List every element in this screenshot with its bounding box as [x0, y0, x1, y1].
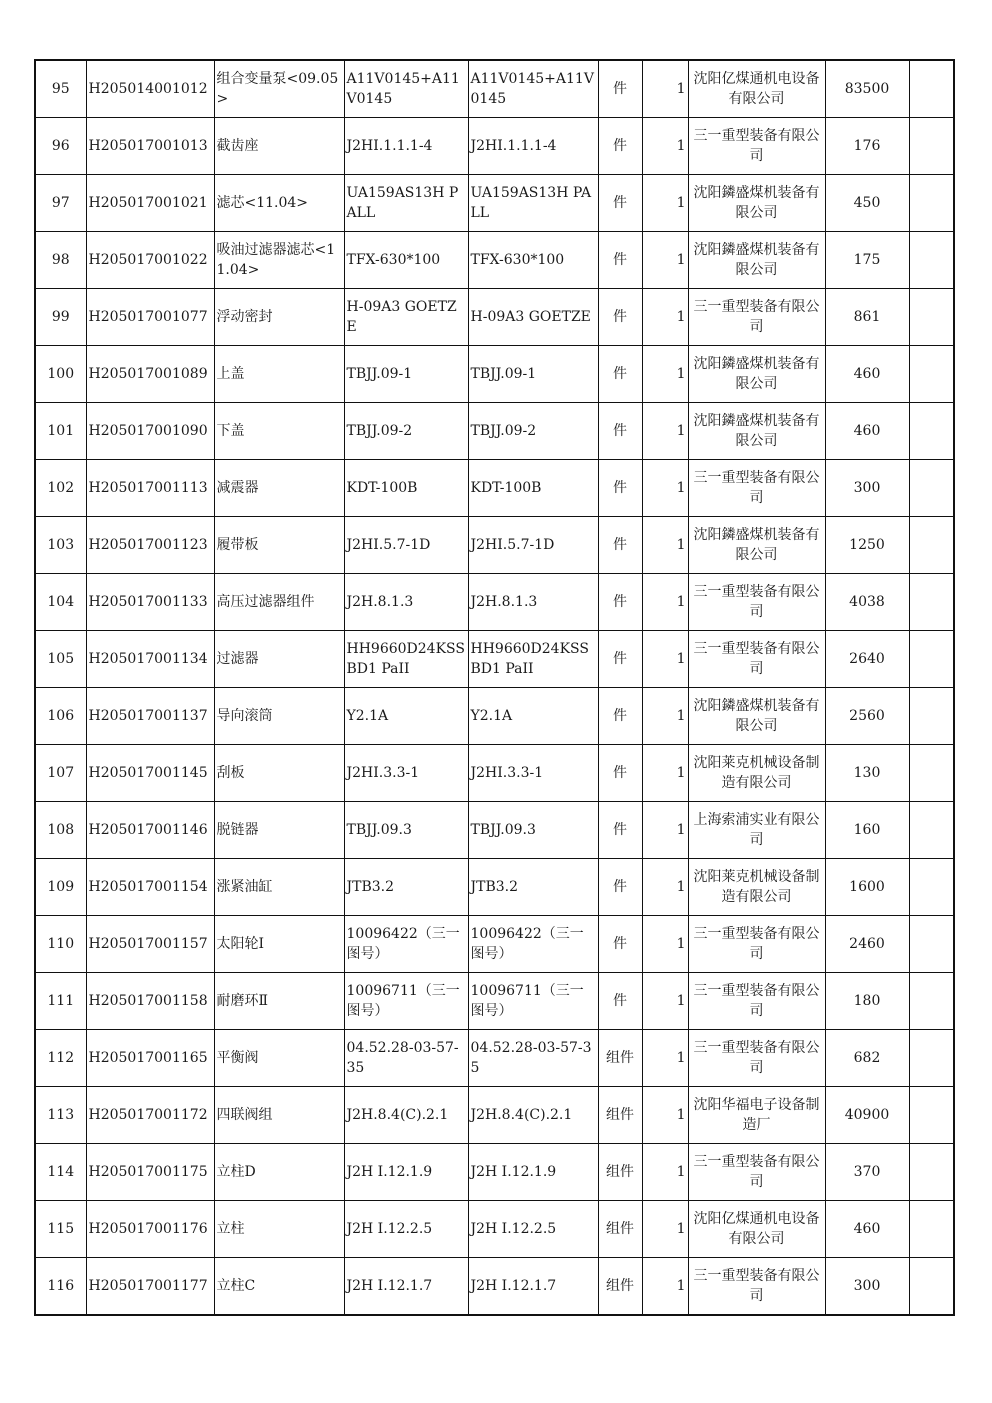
table-row — [35, 1201, 954, 1258]
row-number-cell: 114 — [35, 1144, 86, 1201]
material-code-cell: H205017001077 — [86, 289, 214, 346]
price-cell: 1250 — [825, 517, 909, 574]
quantity-cell: 1 — [642, 403, 688, 460]
supplier-cell: 沈阳鏻盛煤机装备有限公司 — [688, 232, 825, 289]
material-code-cell: H205017001134 — [86, 631, 214, 688]
quantity-cell: 1 — [642, 1087, 688, 1144]
part-name-cell: 上盖 — [214, 346, 344, 403]
price-cell: 2640 — [825, 631, 909, 688]
specification-cell: J2HⅠ.1.1.1-4 — [344, 118, 468, 175]
supplier-cell: 三一重型装备有限公司 — [688, 574, 825, 631]
model-cell: TBJJ.09-2 — [468, 403, 598, 460]
unit-cell: 件 — [598, 517, 642, 574]
part-name-cell: 滤芯<11.04> — [214, 175, 344, 232]
quantity-cell: 1 — [642, 346, 688, 403]
material-code-cell: H205017001021 — [86, 175, 214, 232]
remark-cell — [909, 916, 954, 973]
row-number-cell: 97 — [35, 175, 86, 232]
remark-cell — [909, 631, 954, 688]
row-number-cell: 105 — [35, 631, 86, 688]
specification-cell: 10096422（三一图号） — [344, 916, 468, 973]
quantity-cell: 1 — [642, 859, 688, 916]
specification-cell: A11V0145+A11V0145 — [344, 60, 468, 118]
unit-cell: 件 — [598, 232, 642, 289]
quantity-cell: 1 — [642, 802, 688, 859]
table-row — [35, 460, 954, 517]
unit-cell: 件 — [598, 688, 642, 745]
model-cell: A11V0145+A11V0145 — [468, 60, 598, 118]
model-cell: H-09A3 GOETZE — [468, 289, 598, 346]
model-cell: J2HI.3.3-1 — [468, 745, 598, 802]
row-number-cell: 110 — [35, 916, 86, 973]
unit-cell: 件 — [598, 460, 642, 517]
quantity-cell: 1 — [642, 517, 688, 574]
unit-cell: 组件 — [598, 1201, 642, 1258]
remark-cell — [909, 973, 954, 1030]
price-cell: 176 — [825, 118, 909, 175]
remark-cell — [909, 1030, 954, 1087]
quantity-cell: 1 — [642, 1144, 688, 1201]
table-row — [35, 574, 954, 631]
remark-cell — [909, 118, 954, 175]
model-cell: 04.52.28-03-57-35 — [468, 1030, 598, 1087]
specification-cell: J2H.8.4(C).2.1 — [344, 1087, 468, 1144]
row-number-cell: 103 — [35, 517, 86, 574]
remark-cell — [909, 289, 954, 346]
supplier-cell: 三一重型装备有限公司 — [688, 631, 825, 688]
supplier-cell: 三一重型装备有限公司 — [688, 1258, 825, 1316]
price-cell: 83500 — [825, 60, 909, 118]
specification-cell: J2H I.12.1.7 — [344, 1258, 468, 1316]
quantity-cell: 1 — [642, 289, 688, 346]
material-code-cell: H205017001177 — [86, 1258, 214, 1316]
part-name-cell: 涨紧油缸 — [214, 859, 344, 916]
parts-price-table — [34, 59, 955, 1316]
row-number-cell: 95 — [35, 60, 86, 118]
row-number-cell: 112 — [35, 1030, 86, 1087]
part-name-cell: 下盖 — [214, 403, 344, 460]
unit-cell: 件 — [598, 916, 642, 973]
model-cell: JTB3.2 — [468, 859, 598, 916]
model-cell: TBJJ.09.3 — [468, 802, 598, 859]
specification-cell: TBJJ.09-1 — [344, 346, 468, 403]
price-cell: 4038 — [825, 574, 909, 631]
part-name-cell: 导向滚筒 — [214, 688, 344, 745]
part-name-cell: 耐磨环Ⅱ — [214, 973, 344, 1030]
table-row — [35, 60, 954, 118]
quantity-cell: 1 — [642, 175, 688, 232]
part-name-cell: 立柱 — [214, 1201, 344, 1258]
material-code-cell: H205017001089 — [86, 346, 214, 403]
unit-cell: 件 — [598, 118, 642, 175]
material-code-cell: H205017001165 — [86, 1030, 214, 1087]
remark-cell — [909, 1087, 954, 1144]
price-cell: 300 — [825, 460, 909, 517]
specification-cell: J2HI.5.7-1D — [344, 517, 468, 574]
specification-cell: H-09A3 GOETZE — [344, 289, 468, 346]
material-code-cell: H205017001137 — [86, 688, 214, 745]
specification-cell: TFX-630*100 — [344, 232, 468, 289]
unit-cell: 件 — [598, 631, 642, 688]
remark-cell — [909, 1144, 954, 1201]
remark-cell — [909, 745, 954, 802]
quantity-cell: 1 — [642, 60, 688, 118]
row-number-cell: 107 — [35, 745, 86, 802]
remark-cell — [909, 1201, 954, 1258]
table-row — [35, 346, 954, 403]
part-name-cell: 立柱C — [214, 1258, 344, 1316]
part-name-cell: 高压过滤器组件 — [214, 574, 344, 631]
price-cell: 2460 — [825, 916, 909, 973]
row-number-cell: 116 — [35, 1258, 86, 1316]
table-row — [35, 1030, 954, 1087]
unit-cell: 件 — [598, 289, 642, 346]
specification-cell: TBJJ.09.3 — [344, 802, 468, 859]
remark-cell — [909, 574, 954, 631]
table-row — [35, 631, 954, 688]
unit-cell: 组件 — [598, 1030, 642, 1087]
supplier-cell: 沈阳莱克机械设备制造有限公司 — [688, 745, 825, 802]
specification-cell: JTB3.2 — [344, 859, 468, 916]
remark-cell — [909, 403, 954, 460]
model-cell: HH9660D24KSSBD1 PaII — [468, 631, 598, 688]
quantity-cell: 1 — [642, 1258, 688, 1316]
material-code-cell: H205017001113 — [86, 460, 214, 517]
supplier-cell: 沈阳鏻盛煤机装备有限公司 — [688, 175, 825, 232]
remark-cell — [909, 232, 954, 289]
supplier-cell: 三一重型装备有限公司 — [688, 460, 825, 517]
model-cell: J2HI.5.7-1D — [468, 517, 598, 574]
price-cell: 460 — [825, 346, 909, 403]
row-number-cell: 113 — [35, 1087, 86, 1144]
table-row — [35, 232, 954, 289]
part-name-cell: 履带板 — [214, 517, 344, 574]
material-code-cell: H205017001176 — [86, 1201, 214, 1258]
material-code-cell: H205017001154 — [86, 859, 214, 916]
supplier-cell: 三一重型装备有限公司 — [688, 1030, 825, 1087]
table-row — [35, 1144, 954, 1201]
material-code-cell: H205017001013 — [86, 118, 214, 175]
specification-cell: TBJJ.09-2 — [344, 403, 468, 460]
remark-cell — [909, 517, 954, 574]
price-cell: 370 — [825, 1144, 909, 1201]
price-cell: 1600 — [825, 859, 909, 916]
price-cell: 460 — [825, 403, 909, 460]
row-number-cell: 100 — [35, 346, 86, 403]
material-code-cell: H205017001172 — [86, 1087, 214, 1144]
supplier-cell: 沈阳鏻盛煤机装备有限公司 — [688, 688, 825, 745]
specification-cell: J2H I.12.1.9 — [344, 1144, 468, 1201]
part-name-cell: 立柱D — [214, 1144, 344, 1201]
unit-cell: 件 — [598, 973, 642, 1030]
table-body — [35, 60, 954, 1315]
price-cell: 460 — [825, 1201, 909, 1258]
quantity-cell: 1 — [642, 1201, 688, 1258]
row-number-cell: 101 — [35, 403, 86, 460]
table-row — [35, 973, 954, 1030]
material-code-cell: H205017001022 — [86, 232, 214, 289]
price-cell: 682 — [825, 1030, 909, 1087]
specification-cell: 04.52.28-03-57-35 — [344, 1030, 468, 1087]
model-cell: J2H.8.4(C).2.1 — [468, 1087, 598, 1144]
material-code-cell: H205017001157 — [86, 916, 214, 973]
quantity-cell: 1 — [642, 460, 688, 517]
row-number-cell: 96 — [35, 118, 86, 175]
price-cell: 180 — [825, 973, 909, 1030]
part-name-cell: 组合变量泵<09.05> — [214, 60, 344, 118]
remark-cell — [909, 688, 954, 745]
price-cell: 175 — [825, 232, 909, 289]
price-cell: 130 — [825, 745, 909, 802]
material-code-cell: H205017001123 — [86, 517, 214, 574]
model-cell: Y2.1A — [468, 688, 598, 745]
specification-cell: J2H I.12.2.5 — [344, 1201, 468, 1258]
supplier-cell: 沈阳鏻盛煤机装备有限公司 — [688, 346, 825, 403]
quantity-cell: 1 — [642, 631, 688, 688]
remark-cell — [909, 1258, 954, 1316]
model-cell: J2H I.12.2.5 — [468, 1201, 598, 1258]
row-number-cell: 102 — [35, 460, 86, 517]
supplier-cell: 沈阳鏻盛煤机装备有限公司 — [688, 403, 825, 460]
quantity-cell: 1 — [642, 745, 688, 802]
material-code-cell: H205017001133 — [86, 574, 214, 631]
model-cell: J2H I.12.1.9 — [468, 1144, 598, 1201]
remark-cell — [909, 460, 954, 517]
remark-cell — [909, 859, 954, 916]
row-number-cell: 111 — [35, 973, 86, 1030]
specification-cell: J2HI.3.3-1 — [344, 745, 468, 802]
part-name-cell: 截齿座 — [214, 118, 344, 175]
supplier-cell: 三一重型装备有限公司 — [688, 118, 825, 175]
remark-cell — [909, 802, 954, 859]
specification-cell: J2H.8.1.3 — [344, 574, 468, 631]
table-row — [35, 1258, 954, 1316]
part-name-cell: 刮板 — [214, 745, 344, 802]
price-cell: 160 — [825, 802, 909, 859]
material-code-cell: H205017001175 — [86, 1144, 214, 1201]
supplier-cell: 沈阳亿煤通机电设备有限公司 — [688, 1201, 825, 1258]
unit-cell: 组件 — [598, 1087, 642, 1144]
part-name-cell: 过滤器 — [214, 631, 344, 688]
unit-cell: 组件 — [598, 1258, 642, 1316]
row-number-cell: 106 — [35, 688, 86, 745]
row-number-cell: 104 — [35, 574, 86, 631]
part-name-cell: 四联阀组 — [214, 1087, 344, 1144]
part-name-cell: 减震器 — [214, 460, 344, 517]
quantity-cell: 1 — [642, 232, 688, 289]
part-name-cell: 脱链器 — [214, 802, 344, 859]
model-cell: J2H I.12.1.7 — [468, 1258, 598, 1316]
model-cell: KDT-100B — [468, 460, 598, 517]
price-cell: 450 — [825, 175, 909, 232]
quantity-cell: 1 — [642, 973, 688, 1030]
remark-cell — [909, 346, 954, 403]
unit-cell: 件 — [598, 802, 642, 859]
material-code-cell: H205017001145 — [86, 745, 214, 802]
part-name-cell: 吸油过滤器滤芯<11.04> — [214, 232, 344, 289]
table-row — [35, 859, 954, 916]
supplier-cell: 沈阳莱克机械设备制造有限公司 — [688, 859, 825, 916]
model-cell: J2HⅠ.1.1.1-4 — [468, 118, 598, 175]
material-code-cell: H205014001012 — [86, 60, 214, 118]
unit-cell: 件 — [598, 745, 642, 802]
row-number-cell: 108 — [35, 802, 86, 859]
supplier-cell: 三一重型装备有限公司 — [688, 1144, 825, 1201]
part-name-cell: 浮动密封 — [214, 289, 344, 346]
remark-cell — [909, 60, 954, 118]
material-code-cell: H205017001146 — [86, 802, 214, 859]
supplier-cell: 沈阳亿煤通机电设备有限公司 — [688, 60, 825, 118]
supplier-cell: 沈阳鏻盛煤机装备有限公司 — [688, 517, 825, 574]
quantity-cell: 1 — [642, 1030, 688, 1087]
specification-cell: UA159AS13H PALL — [344, 175, 468, 232]
price-cell: 300 — [825, 1258, 909, 1316]
model-cell: TFX-630*100 — [468, 232, 598, 289]
supplier-cell: 上海索浦实业有限公司 — [688, 802, 825, 859]
table-row — [35, 403, 954, 460]
remark-cell — [909, 175, 954, 232]
quantity-cell: 1 — [642, 688, 688, 745]
model-cell: 10096422（三一图号） — [468, 916, 598, 973]
model-cell: J2H.8.1.3 — [468, 574, 598, 631]
unit-cell: 件 — [598, 175, 642, 232]
part-name-cell: 平衡阀 — [214, 1030, 344, 1087]
quantity-cell: 1 — [642, 574, 688, 631]
supplier-cell: 三一重型装备有限公司 — [688, 289, 825, 346]
row-number-cell: 99 — [35, 289, 86, 346]
specification-cell: 10096711（三一图号） — [344, 973, 468, 1030]
part-name-cell: 太阳轮Ⅰ — [214, 916, 344, 973]
material-code-cell: H205017001090 — [86, 403, 214, 460]
table-row — [35, 118, 954, 175]
supplier-cell: 沈阳华福电子设备制造厂 — [688, 1087, 825, 1144]
table-row — [35, 1087, 954, 1144]
model-cell: 10096711（三一图号） — [468, 973, 598, 1030]
row-number-cell: 98 — [35, 232, 86, 289]
unit-cell: 件 — [598, 859, 642, 916]
specification-cell: Y2.1A — [344, 688, 468, 745]
table-row — [35, 517, 954, 574]
quantity-cell: 1 — [642, 118, 688, 175]
table-row — [35, 289, 954, 346]
table-row — [35, 175, 954, 232]
unit-cell: 件 — [598, 346, 642, 403]
unit-cell: 件 — [598, 574, 642, 631]
price-cell: 40900 — [825, 1087, 909, 1144]
table-row — [35, 688, 954, 745]
supplier-cell: 三一重型装备有限公司 — [688, 916, 825, 973]
material-code-cell: H205017001158 — [86, 973, 214, 1030]
supplier-cell: 三一重型装备有限公司 — [688, 973, 825, 1030]
price-cell: 2560 — [825, 688, 909, 745]
table-row — [35, 745, 954, 802]
unit-cell: 件 — [598, 60, 642, 118]
model-cell: UA159AS13H PALL — [468, 175, 598, 232]
table-row — [35, 802, 954, 859]
quantity-cell: 1 — [642, 916, 688, 973]
row-number-cell: 115 — [35, 1201, 86, 1258]
price-cell: 861 — [825, 289, 909, 346]
model-cell: TBJJ.09-1 — [468, 346, 598, 403]
specification-cell: HH9660D24KSSBD1 PaII — [344, 631, 468, 688]
specification-cell: KDT-100B — [344, 460, 468, 517]
unit-cell: 组件 — [598, 1144, 642, 1201]
unit-cell: 件 — [598, 403, 642, 460]
row-number-cell: 109 — [35, 859, 86, 916]
table-row — [35, 916, 954, 973]
